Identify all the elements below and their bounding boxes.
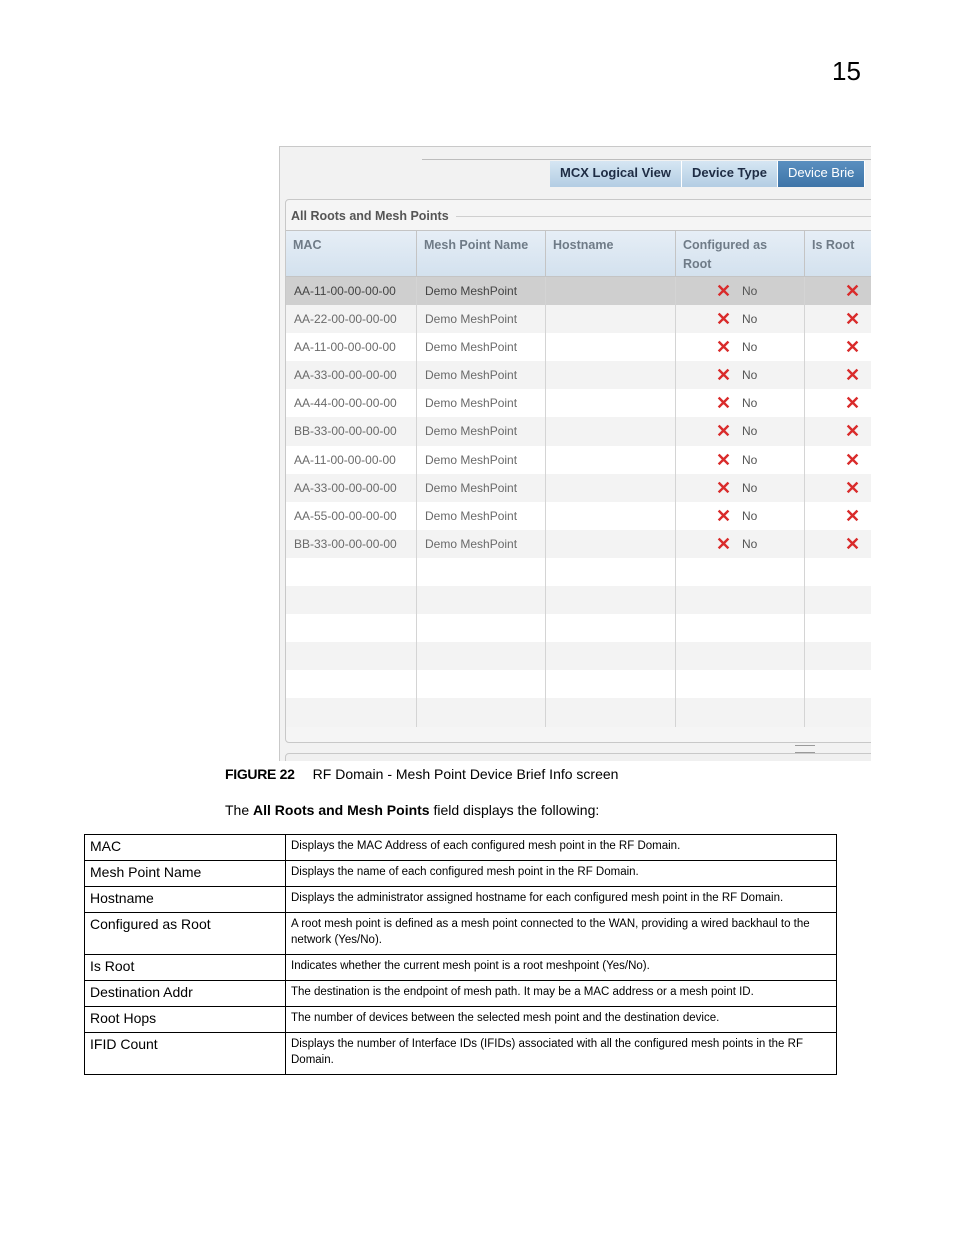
cell-hostname (546, 305, 676, 333)
cell-mesh-point-name: Demo MeshPoint (417, 389, 546, 417)
table-row[interactable] (286, 333, 871, 361)
cell-mesh-point-name: Demo MeshPoint (417, 417, 546, 445)
field-row (85, 913, 837, 955)
empty-table-row (286, 698, 871, 726)
red-x-icon: ✕ (716, 393, 732, 414)
field-description: Displays the name of each configured mesh point in the RF Domain. (286, 861, 837, 887)
empty-table-row (286, 614, 871, 642)
cell-is-root (805, 446, 871, 474)
column-header-mesh-point-name[interactable]: Mesh Point Name (417, 231, 546, 276)
field-description: Displays the MAC Address of each configured mesh point in the RF Domain. (286, 835, 837, 861)
field-description-table (84, 834, 837, 1075)
intro-text-after: field displays the following: (429, 802, 600, 818)
cell-mesh-point-name: Demo MeshPoint (417, 474, 546, 502)
column-header-hostname[interactable]: Hostname (546, 231, 676, 276)
configured-value: No (742, 312, 758, 327)
red-x-icon: ✕ (845, 449, 861, 470)
cell-configured-as-root (676, 530, 805, 558)
empty-table-row (286, 642, 871, 670)
cell-mesh-point-name: Demo MeshPoint (417, 502, 546, 530)
cell-is-root (805, 305, 871, 333)
red-x-icon: ✕ (716, 421, 732, 442)
field-row (85, 1007, 837, 1033)
table-row[interactable] (286, 417, 871, 445)
table-row[interactable] (286, 502, 871, 530)
field-row (85, 887, 837, 913)
intro-field-name: All Roots and Mesh Points (253, 802, 430, 818)
field-row (85, 981, 837, 1007)
cell-mesh-point-name: Demo MeshPoint (417, 446, 546, 474)
figure-caption (225, 766, 618, 782)
field-name: Configured as Root (85, 913, 286, 955)
cell-is-root (805, 361, 871, 389)
cell-is-root (805, 417, 871, 445)
table-row[interactable] (286, 474, 871, 502)
field-row (85, 835, 837, 861)
cell-hostname (546, 277, 676, 305)
configured-value: No (742, 368, 758, 383)
cell-mesh-point-name: Demo MeshPoint (417, 333, 546, 361)
red-x-icon: ✕ (845, 477, 861, 498)
cell-configured-as-root (676, 389, 805, 417)
tab-divider (422, 159, 871, 160)
field-description: A root mesh point is defined as a mesh point connected to the WAN, providing a wired backhaul to the network (Yes/No). (286, 913, 837, 955)
field-name: Root Hops (85, 1007, 286, 1033)
red-x-icon: ✕ (845, 281, 861, 301)
view-tabs (550, 161, 865, 187)
cell-mesh-point-name: Demo MeshPoint (417, 361, 546, 389)
cell-hostname (546, 361, 676, 389)
field-name: Is Root (85, 955, 286, 981)
intro-paragraph (225, 802, 599, 818)
cell-mac: AA-11-00-00-00-00 (286, 277, 417, 305)
empty-table-row (286, 586, 871, 614)
red-x-icon: ✕ (716, 281, 732, 301)
cell-mac: AA-22-00-00-00-00 (286, 305, 417, 333)
table-row[interactable] (286, 446, 871, 474)
screenshot-figure (279, 146, 871, 761)
red-x-icon: ✕ (716, 505, 732, 526)
tab-mcx-logical-view[interactable]: MCX Logical View (550, 161, 682, 187)
configured-value: No (742, 284, 758, 298)
table-row[interactable] (286, 361, 871, 389)
panel-title-rule (456, 216, 871, 217)
field-name: Hostname (85, 887, 286, 913)
field-name: IFID Count (85, 1033, 286, 1075)
cell-mac: BB-33-00-00-00-00 (286, 417, 417, 445)
cell-configured-as-root (676, 333, 805, 361)
field-description: Displays the number of Interface IDs (IFIDs) associated with all the configured mesh points in the RF Domain. (286, 1033, 837, 1075)
red-x-icon: ✕ (716, 449, 732, 470)
red-x-icon: ✕ (845, 337, 861, 358)
cell-configured-as-root (676, 474, 805, 502)
column-header-mac[interactable]: MAC (286, 231, 417, 276)
cell-hostname (546, 530, 676, 558)
table-row[interactable] (286, 530, 871, 558)
field-row (85, 1033, 837, 1075)
configured-value: No (742, 536, 758, 551)
figure-title: RF Domain - Mesh Point Device Brief Info screen (312, 766, 619, 782)
cell-mac: AA-33-00-00-00-00 (286, 361, 417, 389)
cell-hostname (546, 502, 676, 530)
field-name: MAC (85, 835, 286, 861)
red-x-icon: ✕ (845, 309, 861, 330)
red-x-icon: ✕ (845, 533, 861, 554)
red-x-icon: ✕ (716, 477, 732, 498)
red-x-icon: ✕ (845, 365, 861, 386)
table-row[interactable] (286, 389, 871, 417)
red-x-icon: ✕ (845, 421, 861, 442)
cell-hostname (546, 333, 676, 361)
cell-is-root (805, 333, 871, 361)
mesh-points-table (286, 230, 871, 726)
chapter-number: 15 (832, 56, 861, 86)
red-x-icon: ✕ (716, 533, 732, 554)
empty-table-row (286, 558, 871, 586)
cell-mac: AA-11-00-00-00-00 (286, 446, 417, 474)
red-x-icon: ✕ (716, 309, 732, 330)
field-row (85, 861, 837, 887)
cell-mac: BB-33-00-00-00-00 (286, 530, 417, 558)
table-body (286, 277, 871, 727)
cell-is-root (805, 502, 871, 530)
cell-hostname (546, 446, 676, 474)
column-header-is-root[interactable]: Is Root (805, 231, 871, 276)
cell-hostname (546, 389, 676, 417)
configured-value: No (742, 396, 758, 411)
table-row[interactable] (286, 305, 871, 333)
cell-configured-as-root (676, 417, 805, 445)
red-x-icon: ✕ (716, 365, 732, 386)
cell-configured-as-root (676, 502, 805, 530)
cell-hostname (546, 417, 676, 445)
field-description: Indicates whether the current mesh point is a root meshpoint (Yes/No). (286, 955, 837, 981)
figure-number: FIGURE 22 (225, 766, 295, 782)
cell-mac: AA-44-00-00-00-00 (286, 389, 417, 417)
cell-hostname (546, 474, 676, 502)
cell-configured-as-root (676, 446, 805, 474)
cell-mesh-point-name: Demo MeshPoint (417, 277, 546, 305)
intro-text-before: The (225, 802, 254, 818)
cell-configured-as-root (676, 305, 805, 333)
cell-mac: AA-11-00-00-00-00 (286, 333, 417, 361)
table-row[interactable] (286, 277, 871, 305)
configured-value: No (742, 340, 758, 355)
red-x-icon: ✕ (845, 393, 861, 414)
resize-handle[interactable] (795, 745, 815, 753)
configured-value: No (742, 480, 758, 495)
cell-mac: AA-55-00-00-00-00 (286, 502, 417, 530)
column-header-configured-as-root[interactable]: Configured as Root (676, 231, 805, 276)
cell-is-root (805, 530, 871, 558)
red-x-icon: ✕ (716, 337, 732, 358)
cell-mac: AA-33-00-00-00-00 (286, 474, 417, 502)
red-x-icon: ✕ (845, 505, 861, 526)
field-description: The destination is the endpoint of mesh path. It may be a MAC address or a mesh point ID. (286, 981, 837, 1007)
cell-is-root (805, 389, 871, 417)
panel-title: All Roots and Mesh Points (291, 209, 455, 223)
cell-configured-as-root (676, 361, 805, 389)
configured-value: No (742, 452, 758, 467)
cell-mesh-point-name: Demo MeshPoint (417, 530, 546, 558)
field-description: The number of devices between the selected mesh point and the destination device. (286, 1007, 837, 1033)
configured-value: No (742, 424, 758, 439)
roots-mesh-points-panel (285, 199, 871, 743)
tab-device-type[interactable]: Device Type (682, 161, 778, 187)
cell-is-root (805, 474, 871, 502)
cell-mesh-point-name: Demo MeshPoint (417, 305, 546, 333)
cell-is-root (805, 277, 871, 305)
table-header (286, 231, 871, 277)
tab-device-brief[interactable]: Device Brie (778, 161, 865, 187)
empty-table-row (286, 670, 871, 698)
field-row (85, 955, 837, 981)
cell-configured-as-root (676, 277, 805, 305)
configured-value: No (742, 508, 758, 523)
collapsed-panel (285, 753, 871, 761)
field-name: Mesh Point Name (85, 861, 286, 887)
field-name: Destination Addr (85, 981, 286, 1007)
field-description: Displays the administrator assigned hostname for each configured mesh point in the RF Domain. (286, 887, 837, 913)
